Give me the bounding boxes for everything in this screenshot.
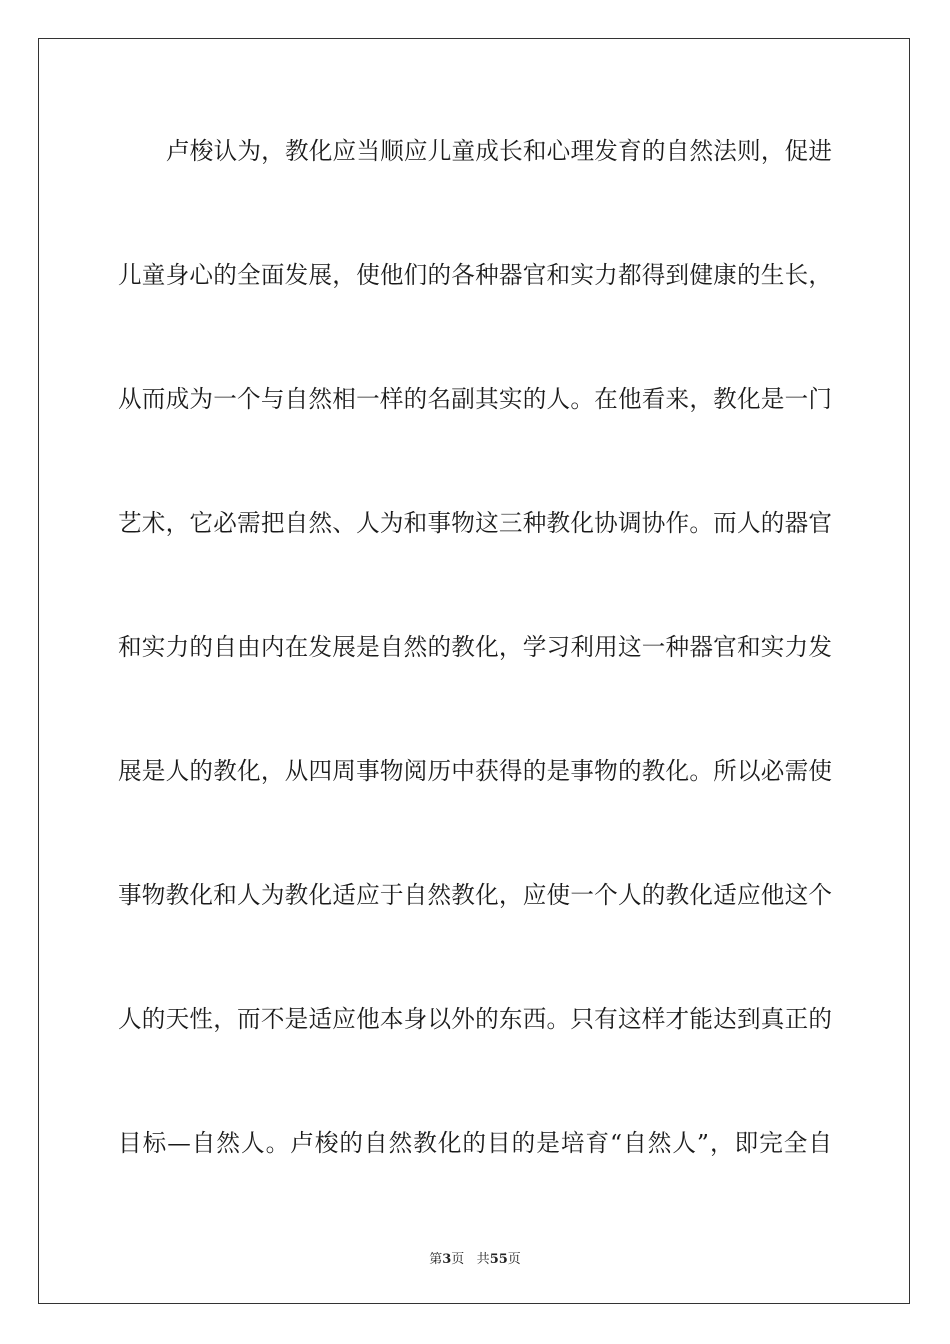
page-prefix: 第	[429, 1252, 443, 1267]
total-unit: 页	[507, 1252, 521, 1267]
page-current: 3	[442, 1252, 452, 1267]
paragraph-line-1: 卢梭认为，教化应当顺应儿童成长和心理发育的自然法则，促进	[166, 137, 832, 165]
paragraph-line-6: 展是人的教化，从四周事物阅历中获得的是事物的教化。所以必需使	[118, 757, 832, 785]
paragraph-line-5: 和实力的自由内在发展是自然的教化，学习利用这一种器官和实力发	[118, 633, 832, 661]
paragraph-line-4: 艺术，它必需把自然、人为和事物这三种教化协调协作。而人的器官	[118, 509, 832, 537]
total-prefix: 共	[476, 1252, 490, 1267]
page-footer	[0, 1248, 950, 1267]
page-border	[38, 38, 910, 1304]
paragraph-line-8: 人的天性，而不是适应他本身以外的东西。只有这样才能达到真正的	[118, 1005, 832, 1033]
paragraph-line-3: 从而成为一个与自然相一样的名副其实的人。在他看来，教化是一门	[118, 385, 832, 413]
paragraph-line-2: 儿童身心的全面发展，使他们的各种器官和实力都得到健康的生长，	[118, 261, 832, 289]
page-total: 55	[489, 1252, 508, 1267]
page-unit: 页	[451, 1252, 465, 1267]
paragraph-line-9: 目标—自然人。卢梭的自然教化的目的是培育“自然人”，即完全自	[118, 1129, 832, 1157]
paragraph-line-7: 事物教化和人为教化适应于自然教化，应使一个人的教化适应他这个	[118, 881, 832, 909]
